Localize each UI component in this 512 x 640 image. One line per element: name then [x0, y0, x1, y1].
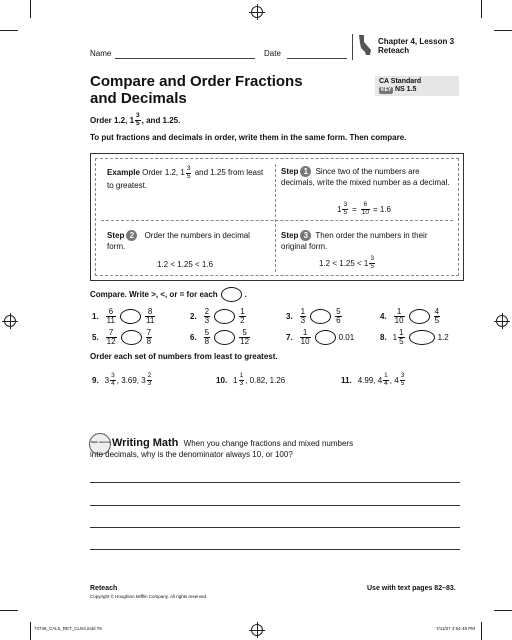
name-line	[115, 58, 255, 59]
item-number: 7.	[286, 333, 293, 342]
order-prompt	[90, 113, 180, 127]
number-text: , 4	[389, 375, 399, 385]
denominator: 3	[239, 379, 244, 387]
denominator: 11	[106, 316, 115, 325]
denominator: 5	[343, 208, 348, 216]
numerator: 1	[300, 307, 306, 316]
numerator: 3	[186, 165, 191, 172]
answer-oval[interactable]	[121, 330, 142, 345]
writing-title: Writing Math	[112, 437, 179, 449]
value: 1.2	[437, 333, 449, 342]
denominator: 11	[145, 316, 155, 325]
compare-item	[380, 329, 449, 346]
fraction	[342, 202, 348, 216]
number-text: 1	[233, 375, 238, 385]
denominator: 10	[361, 208, 369, 216]
denominator: 8	[204, 337, 210, 346]
fraction	[369, 256, 375, 270]
item-number: 8.	[380, 333, 387, 342]
fraction	[300, 308, 306, 325]
file-slug: 73745_CAL5_RET_CLN3.indd 78	[34, 626, 102, 631]
footer-right: Use with text pages 82–83.	[367, 585, 456, 592]
item-number: 10.	[216, 375, 228, 385]
california-icon	[358, 34, 372, 56]
numerator: 3	[111, 372, 115, 379]
fraction	[383, 373, 389, 387]
compare-item	[92, 329, 153, 346]
step-2	[107, 230, 269, 252]
title-line-1: Compare and Order Fractions	[90, 73, 303, 90]
fraction	[110, 373, 116, 387]
denominator: 5	[136, 119, 140, 127]
key-badge: KEY	[381, 87, 392, 93]
numerator: 7	[146, 328, 152, 337]
example-text-c: least to greatest.	[107, 168, 264, 190]
page-title	[90, 73, 303, 107]
example-text	[107, 166, 269, 191]
example-text-a: Order 1.2, 1	[142, 168, 185, 178]
order-item	[92, 373, 153, 387]
writing-math	[112, 437, 472, 450]
item-number: 1.	[92, 312, 99, 321]
whole: 1	[337, 204, 342, 214]
fraction	[145, 308, 155, 325]
crop-mark	[30, 622, 31, 640]
order-instruction: Order each set of numbers from least to greatest.	[90, 352, 278, 361]
compare-item	[190, 329, 251, 346]
answer-oval[interactable]	[409, 330, 435, 345]
numerator: 3	[136, 112, 140, 119]
crop-mark	[0, 610, 18, 611]
fraction	[361, 202, 370, 216]
writing-prompt-a: When you change fractions and mixed numbers	[183, 439, 354, 448]
step-1-equation	[337, 202, 391, 216]
example-fraction	[186, 166, 192, 180]
step-number-badge: 2	[126, 230, 137, 241]
denominator: 5	[399, 337, 404, 346]
numerator: 1	[394, 308, 405, 317]
registration-mark	[4, 315, 16, 327]
denominator: 3	[147, 379, 152, 387]
crop-mark	[481, 622, 482, 640]
registration-mark	[251, 6, 263, 18]
compare-item	[286, 308, 343, 325]
order-prefix: Order 1.2, 1	[90, 115, 135, 125]
denominator: 6	[336, 316, 341, 325]
answer-oval[interactable]	[120, 309, 141, 324]
fraction	[106, 308, 116, 325]
denominator: 12	[106, 337, 116, 346]
registration-mark	[496, 315, 508, 327]
date-label: Date	[264, 49, 281, 58]
step-number-badge: 1	[300, 166, 311, 177]
numerator: 7	[106, 329, 117, 338]
header-divider	[352, 34, 353, 60]
standard-code: NS 1.5	[395, 86, 417, 93]
step-1	[281, 166, 453, 188]
answer-line-2[interactable]	[90, 505, 460, 506]
box-vertical-divider	[275, 164, 276, 272]
denominator: 5	[370, 262, 374, 270]
numerator: 3	[370, 255, 374, 262]
fraction	[239, 308, 245, 325]
item-number: 3.	[286, 312, 293, 321]
step-label: Step	[281, 167, 299, 176]
order-item	[216, 373, 285, 387]
compare-instruction	[90, 287, 247, 302]
answer-oval[interactable]	[214, 309, 235, 324]
numerator: 3	[400, 372, 405, 379]
denominator: 12	[240, 337, 250, 346]
step-2-result: 1.2 < 1.25 < 1.6	[157, 260, 214, 269]
numerator: 3	[343, 201, 348, 208]
item-number: 11.	[341, 375, 352, 385]
denominator: 4	[111, 379, 115, 387]
chapter-label: Chapter 4, Lesson 3	[378, 37, 455, 46]
compare-item	[380, 308, 441, 325]
number-text: 4.99, 4	[357, 375, 383, 385]
numerator: 5	[239, 329, 250, 338]
compare-text: Compare. Write >, <, or = for each	[90, 290, 218, 299]
compare-item	[92, 308, 156, 325]
step-text: Order the numbers in decimal form.	[107, 231, 250, 252]
numerator: 1	[240, 307, 245, 316]
numerator: 8	[145, 308, 155, 317]
example-text-b: and 1.25 from	[194, 168, 245, 178]
numerator: 2	[204, 307, 210, 316]
section-label: Reteach	[378, 46, 410, 55]
print-stamp: 7/11/07 4:54:45 PM	[436, 626, 475, 631]
number-text: , 0.82, 1.26	[245, 375, 286, 385]
footer-left-title: Reteach	[90, 585, 118, 592]
denominator: 8	[146, 337, 152, 346]
step-3-result	[319, 256, 376, 270]
numerator: 4	[434, 307, 440, 316]
fraction	[400, 373, 406, 387]
fraction	[335, 308, 341, 325]
whole: 1	[392, 333, 398, 342]
fraction	[146, 329, 152, 346]
item-number: 4.	[380, 312, 387, 321]
example-label: Example	[107, 168, 140, 178]
result-text: 1.2 < 1.25 < 1	[319, 258, 369, 268]
compare-item	[190, 308, 247, 325]
box-horizontal-divider	[101, 220, 453, 221]
fraction	[204, 308, 210, 325]
writing-prompt-b: into decimals, why is the denominator always 10, or 100?	[90, 450, 293, 459]
numerator: 1	[300, 329, 311, 338]
denominator: 10	[300, 337, 310, 346]
numerator: 6	[106, 308, 116, 317]
fraction	[147, 373, 153, 387]
standard-label: CA Standard	[379, 78, 422, 85]
value: 0.01	[338, 333, 355, 342]
title-line-2: and Decimals	[90, 90, 187, 107]
equation-result: = 1.6	[372, 204, 391, 214]
fraction	[106, 329, 117, 346]
denominator: 5	[400, 379, 405, 387]
fraction	[300, 329, 311, 346]
answer-line-1[interactable]	[90, 482, 460, 483]
fraction	[398, 329, 404, 346]
denominator: 3	[300, 316, 306, 325]
crop-mark	[494, 30, 512, 31]
order-suffix: , and 1.25.	[141, 115, 181, 125]
numerator: 5	[204, 328, 210, 337]
item-number: 5.	[92, 333, 99, 342]
numerator: 6	[361, 202, 370, 210]
answer-oval[interactable]	[310, 309, 331, 324]
fraction	[204, 329, 210, 346]
step-text: Since two of the numbers are decimals, write the mixed number as a decimal.	[281, 167, 450, 188]
crop-mark	[30, 0, 31, 18]
answer-oval[interactable]	[315, 330, 336, 345]
fraction	[394, 308, 405, 325]
answer-oval-example	[221, 287, 242, 302]
ca-standard-box	[375, 76, 459, 96]
numerator: 5	[336, 307, 341, 316]
numerator: 1	[399, 328, 404, 337]
denominator: 4	[384, 379, 388, 387]
date-line	[287, 58, 347, 59]
period: .	[244, 290, 247, 299]
denominator: 3	[204, 316, 210, 325]
footer-copyright: Copyright © Houghton Mifflin Company. All rights reserved.	[90, 594, 208, 599]
item-number: 2.	[190, 312, 197, 321]
item-number: 9.	[92, 375, 99, 385]
step-label: Step	[107, 231, 125, 240]
numerator: 2	[147, 372, 152, 379]
fraction	[239, 329, 250, 346]
crop-mark	[481, 0, 482, 18]
example-box	[90, 153, 464, 281]
registration-mark	[251, 624, 263, 636]
denominator: 2	[240, 316, 245, 325]
item-number: 6.	[190, 333, 197, 342]
fraction	[434, 308, 440, 325]
order-fraction	[135, 113, 141, 127]
step-number-badge: 3	[300, 230, 311, 241]
name-label: Name	[90, 49, 112, 58]
crop-mark	[0, 30, 18, 31]
crop-mark	[494, 610, 512, 611]
answer-line-3[interactable]	[90, 527, 460, 528]
step-text: Then order the numbers in their original form.	[281, 231, 428, 252]
denominator: 10	[394, 316, 404, 325]
step-3	[281, 230, 453, 252]
step-label: Step	[281, 231, 299, 240]
equals: =	[352, 204, 357, 214]
number-text: 3	[104, 375, 110, 385]
answer-oval[interactable]	[214, 330, 235, 345]
denominator: 5	[186, 172, 191, 180]
numerator: 1	[239, 372, 244, 379]
intro-instruction: To put fractions and decimals in order, write them in the same form. Then compare.	[90, 133, 407, 142]
compare-item	[286, 329, 354, 346]
number-text: , 3.69, 3	[116, 375, 146, 385]
numerator: 1	[384, 372, 388, 379]
math-journal-badge-text: Math Journal	[91, 440, 110, 444]
order-item	[341, 373, 406, 387]
answer-line-4[interactable]	[90, 549, 460, 550]
denominator: 5	[434, 316, 440, 325]
answer-oval[interactable]	[409, 309, 430, 324]
fraction	[239, 373, 245, 387]
